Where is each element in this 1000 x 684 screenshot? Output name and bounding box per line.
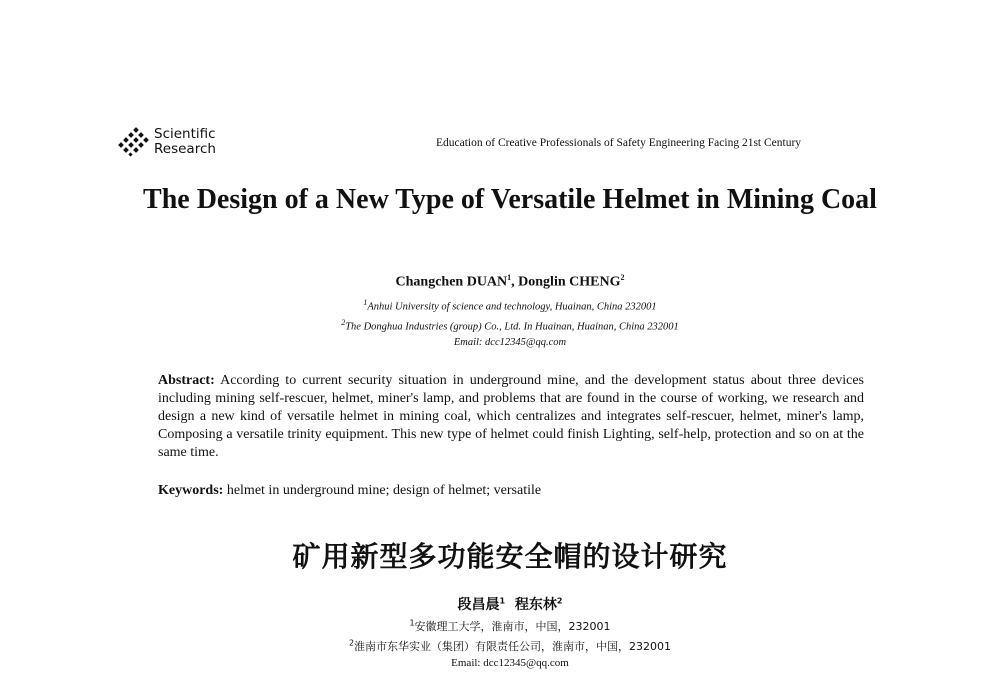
affiliation-1 xyxy=(200,298,820,313)
chinese-affiliation-1-text: 安徽理工大学，淮南市，中国，232001 xyxy=(414,620,611,633)
publisher-logo xyxy=(118,126,216,158)
chinese-affiliation-1-sup: 1 xyxy=(409,618,415,628)
keywords-label: Keywords: xyxy=(158,483,224,498)
paper-title: The Design of a New Type of Versatile Helmet in Mining Coal xyxy=(143,184,877,215)
author-email: Email: dcc12345@qq.com xyxy=(453,337,567,348)
author-duan: Changchen DUAN xyxy=(395,274,508,290)
chinese-affiliation-2-text: 淮南市东华实业（集团）有限责任公司，淮南市，中国，232001 xyxy=(354,640,672,653)
abstract xyxy=(158,372,864,462)
chinese-title: 矿用新型多功能安全帽的设计研究 xyxy=(292,540,728,573)
abstract-label: Abstract: xyxy=(158,373,215,388)
author-separator: , xyxy=(511,274,519,290)
keywords-text: helmet in underground mine; design of helmet; versatile xyxy=(226,483,542,498)
chinese-email: Email: dcc12345@qq.com xyxy=(451,657,569,669)
logo-line-research: Research xyxy=(154,141,216,157)
keywords xyxy=(158,483,864,499)
chinese-author-cheng: 程东林 xyxy=(514,597,557,613)
logo-line-scientific: Scientific xyxy=(154,126,216,142)
author-cheng: Donglin CHENG xyxy=(518,274,621,290)
abstract-text: According to current security situation in underground mine, and the development status about three devices including mining self-rescuer, helmet, miner's lamp, and problems that are found in the course of working, we research and design a new kind of versatile helmet in mining coal, which centralizes and integrates self-rescuer, helmet, miner's lamp, Composing a versatile trinity equipment. This new type of helmet could finish Lighting, self-help, protection and so on at the same time. xyxy=(158,373,864,460)
affiliation-1-sup: 1 xyxy=(363,298,368,307)
logo-text xyxy=(154,127,216,157)
author-duan-sup: 1 xyxy=(507,273,512,282)
chinese-affiliation-1 xyxy=(250,618,770,634)
affiliation-2-sup: 2 xyxy=(341,318,346,327)
series-header: Education of Creative Professionals of Safety Engineering Facing 21st Century xyxy=(436,137,802,149)
scientific-research-logo-icon xyxy=(118,126,152,158)
affiliation-2 xyxy=(200,318,820,333)
chinese-author-duan-sup: 1 xyxy=(499,596,506,606)
chinese-affiliation-2-sup: 2 xyxy=(348,638,355,648)
author-line xyxy=(300,273,720,291)
chinese-affiliation-2 xyxy=(250,638,770,654)
author-cheng-sup: 2 xyxy=(620,273,625,282)
affiliation-2-text: The Donghua Industries (group) Co., Ltd. In Huainan, Huainan, China 232001 xyxy=(345,321,679,333)
chinese-author-line xyxy=(380,594,640,614)
affiliation-1-text: Anhui University of science and technology, Huainan, China 232001 xyxy=(367,301,657,313)
chinese-author-duan: 段昌晨 xyxy=(457,597,500,613)
chinese-author-cheng-sup: 2 xyxy=(556,596,563,606)
